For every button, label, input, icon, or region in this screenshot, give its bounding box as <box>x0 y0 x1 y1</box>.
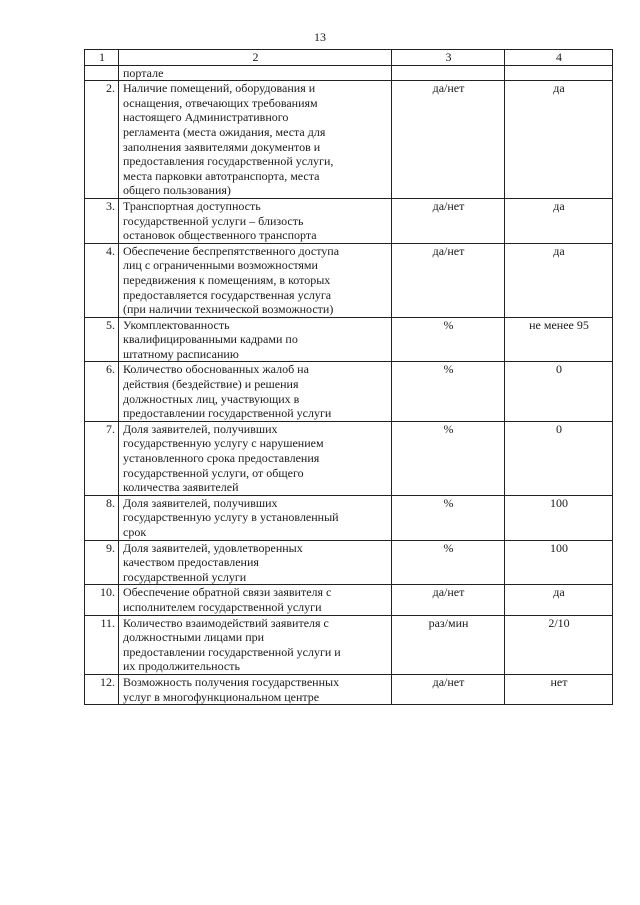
row-indicator-text: Обеспечение беспрепятственного доступа лиц с ограниченными возможностями передвижения к помещениям, в которых предоставляется государственная услуга (при наличии технической возможности) <box>123 243 340 317</box>
header-cell-2: 2 <box>119 50 392 66</box>
continuation-num-cell <box>85 65 119 81</box>
row-text-cell <box>119 615 392 674</box>
table-body <box>85 50 613 705</box>
continuation-unit-cell <box>392 65 505 81</box>
table-row <box>85 615 613 674</box>
row-value: да <box>505 243 613 317</box>
quality-indicators-table <box>84 49 613 705</box>
row-value: 100 <box>505 540 613 585</box>
table-row <box>85 540 613 585</box>
row-unit: % <box>392 317 505 362</box>
row-text-cell <box>119 243 392 317</box>
row-number: 7. <box>85 421 119 495</box>
row-number: 2. <box>85 81 119 199</box>
row-indicator-text: Укомплектованность квалифицированными кадрами по штатному расписанию <box>123 317 298 361</box>
row-text-cell <box>119 198 392 243</box>
row-number: 5. <box>85 317 119 362</box>
row-indicator-text: Обеспечение обратной связи заявителя с исполнителем государственной услуги <box>123 585 332 614</box>
row-unit: % <box>392 540 505 585</box>
row-unit: раз/мин <box>392 615 505 674</box>
table-row <box>85 421 613 495</box>
row-value: 0 <box>505 362 613 421</box>
table-row <box>85 674 613 704</box>
header-cell-1: 1 <box>85 50 119 66</box>
row-indicator-text: Доля заявителей, удовлетворенных качеством предоставления государственной услуги <box>123 540 303 584</box>
row-indicator-text: Количество взаимодействий заявителя с должностными лицами при предоставлении государственной услуги и их продолжительность <box>123 615 341 674</box>
row-value: 0 <box>505 421 613 495</box>
row-unit: да/нет <box>392 674 505 704</box>
row-number: 11. <box>85 615 119 674</box>
row-indicator-text: Доля заявителей, получивших государственную услугу с нарушением установленного срока предоставления государственной услуги, от общего количества заявителей <box>123 421 324 495</box>
row-unit: % <box>392 495 505 540</box>
row-indicator-text: Доля заявителей, получивших государственную услугу в установленный срок <box>123 495 339 539</box>
row-number: 3. <box>85 198 119 243</box>
header-cell-3: 3 <box>392 50 505 66</box>
row-text-cell <box>119 317 392 362</box>
table-row <box>85 585 613 615</box>
row-number: 6. <box>85 362 119 421</box>
row-text-cell <box>119 495 392 540</box>
table-row <box>85 243 613 317</box>
page-number: 13 <box>314 30 326 44</box>
table-row <box>85 317 613 362</box>
row-value: да <box>505 81 613 199</box>
row-text-cell <box>119 421 392 495</box>
row-text-cell <box>119 674 392 704</box>
table-row <box>85 362 613 421</box>
row-value: не менее 95 <box>505 317 613 362</box>
row-text-cell <box>119 540 392 585</box>
row-number: 12. <box>85 674 119 704</box>
table-row <box>85 198 613 243</box>
row-unit: % <box>392 421 505 495</box>
row-value: да <box>505 585 613 615</box>
row-number: 8. <box>85 495 119 540</box>
row-value: 2/10 <box>505 615 613 674</box>
row-unit: да/нет <box>392 198 505 243</box>
row-value: да <box>505 198 613 243</box>
row-text-cell <box>119 81 392 199</box>
row-value: 100 <box>505 495 613 540</box>
row-indicator-text: Возможность получения государственных услуг в многофункциональном центре <box>123 674 340 704</box>
continuation-text-cell: портале <box>119 65 392 81</box>
row-unit: да/нет <box>392 81 505 199</box>
row-indicator-text: Транспортная доступность государственной услуги – близость остановок общественного транспорта <box>123 198 317 243</box>
continuation-value-cell <box>505 65 613 81</box>
row-text-cell <box>119 362 392 421</box>
row-indicator-text: Наличие помещений, оборудования и оснащения, отвечающих требованиям настоящего Административного регламента (места ожидания, места для заполнения заявителями документов и предоставления государственной услуги, места парковки автотранспорта, места общего пользования) <box>123 81 334 198</box>
row-number: 4. <box>85 243 119 317</box>
table-row <box>85 495 613 540</box>
row-number: 10. <box>85 585 119 615</box>
row-value: нет <box>505 674 613 704</box>
table-row <box>85 81 613 199</box>
row-unit: да/нет <box>392 243 505 317</box>
row-text-cell <box>119 585 392 615</box>
table-header-row <box>85 50 613 66</box>
row-indicator-text: Количество обоснованных жалоб на действия (бездействие) и решения должностных лиц, участвующих в предоставлении государственной услуги <box>123 362 332 421</box>
row-unit: % <box>392 362 505 421</box>
continuation-row <box>85 65 613 81</box>
row-number: 9. <box>85 540 119 585</box>
header-cell-4: 4 <box>505 50 613 66</box>
row-unit: да/нет <box>392 585 505 615</box>
